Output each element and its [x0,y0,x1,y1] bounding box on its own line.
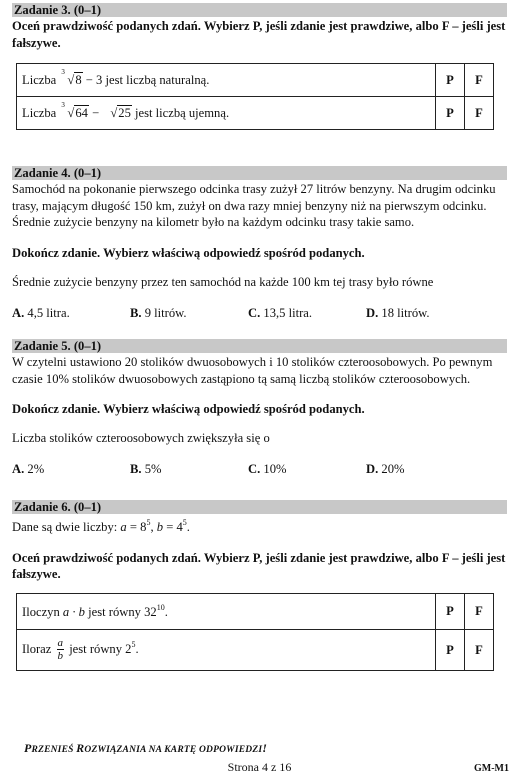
given-numbers: $a = 8^5$, $b = 4^5$. [120,518,190,534]
task-4-text: Samochód na pokonanie pierwszego odcinka trasy zużył 27 litrów benzyny. Na drugim odcinku trasy, mającym długość 150 km, zużył on dwa razy mniej benzyny niż na pierwszym odcinku. Średnie zużycie benzyny na kilometr było na każdym odcinku trasy takie samo. [12,182,496,230]
answer-option-a[interactable]: A. 4,5 litra. [12,305,70,320]
task-4-stem: Średnie zużycie benzyny przez ten samochód na każde 100 km tej trasy było równe [12,274,434,289]
statement-2: Iloraz $\frac{a}{b}$ jest równy $2^5$. [17,630,436,671]
option-p-button[interactable]: P [436,630,465,671]
answer-option-a[interactable]: A. 2% [12,461,45,476]
statement-1: Liczba 3 √8 − 3 jest liczbą naturalną. [17,64,436,97]
table-row [17,64,494,97]
statement-1: Iloczyn a · b jest równy $32^{10}$. [17,594,436,630]
option-p-button[interactable]: P [436,64,465,97]
option-f-button[interactable]: F [465,64,494,97]
task-5-text: W czytelni ustawiono 20 stolików dwuosobowych i 10 stolików czteroosobowych. Po pewnym czasie 10% stolików dwuosobowych zastąpiono tą samą liczbą stolików czteroosobowych. [12,355,493,386]
task-6-intro: Dane są dwie liczby: $a = 8^5$, $b = 4^5$. [12,518,190,534]
task-5-stem: Liczba stolików czteroosobowych zwiększyła się o [12,431,270,446]
task-5-options [12,461,507,478]
task-3-header: Zadanie 3. (0–1) [12,3,507,17]
table-row [17,97,494,130]
transfer-answers-note: PRZENIEŚ ROZWIĄZANIA NA KARTĘ ODPOWIEDZI! [24,741,268,755]
answer-option-d[interactable]: D. 18 litrów. [366,305,430,320]
cube-root: 3 √8 [61,68,82,88]
cube-root: 3 √64 [61,101,88,121]
task-5-instruction: Dokończ zdanie. Wybierz właściwą odpowiedź spośród podanych. [12,402,365,417]
task-6-true-false-table [16,593,494,671]
task-5 [12,339,507,478]
option-f-button[interactable]: F [465,630,494,671]
option-p-button[interactable]: P [436,97,465,130]
option-f-button[interactable]: F [465,97,494,130]
task-4-options [12,305,507,322]
answer-option-b[interactable]: B. 9 litrów. [130,305,187,320]
fraction: $\frac{a}{b}$ [57,637,64,663]
option-p-button[interactable]: P [436,594,465,630]
exam-code: GM-M1 [474,763,509,774]
task-4 [12,166,507,321]
answer-option-b[interactable]: B. 5% [130,461,162,476]
page-number: Strona 4 z 16 [227,760,292,774]
task-4-header: Zadanie 4. (0–1) [12,166,507,180]
answer-option-c[interactable]: C. 10% [248,461,287,476]
answer-option-c[interactable]: C. 13,5 litra. [248,305,313,320]
task-3-instruction: Oceń prawdziwość podanych zdań. Wybierz P, jeśli zdanie jest prawdziwe, albo F – jeśli jest fałszywe. [12,19,506,50]
statement-2: Liczba 3 √64 − √25 jest liczbą ujemną. [17,97,436,130]
option-f-button[interactable]: F [465,594,494,630]
task-6 [12,500,507,671]
table-row [17,594,494,630]
task-4-instruction: Dokończ zdanie. Wybierz właściwą odpowiedź spośród podanych. [12,246,365,261]
square-root: √25 [110,106,131,121]
task-5-header: Zadanie 5. (0–1) [12,339,507,353]
task-6-instruction: Oceń prawdziwość podanych zdań. Wybierz P, jeśli zdanie jest prawdziwe, albo F – jeśli jest fałszywe. [12,550,506,582]
task-3-true-false-table [16,63,494,130]
table-row [17,630,494,671]
task-6-header: Zadanie 6. (0–1) [12,500,507,514]
task-3 [12,3,507,130]
answer-option-d[interactable]: D. 20% [366,461,405,476]
